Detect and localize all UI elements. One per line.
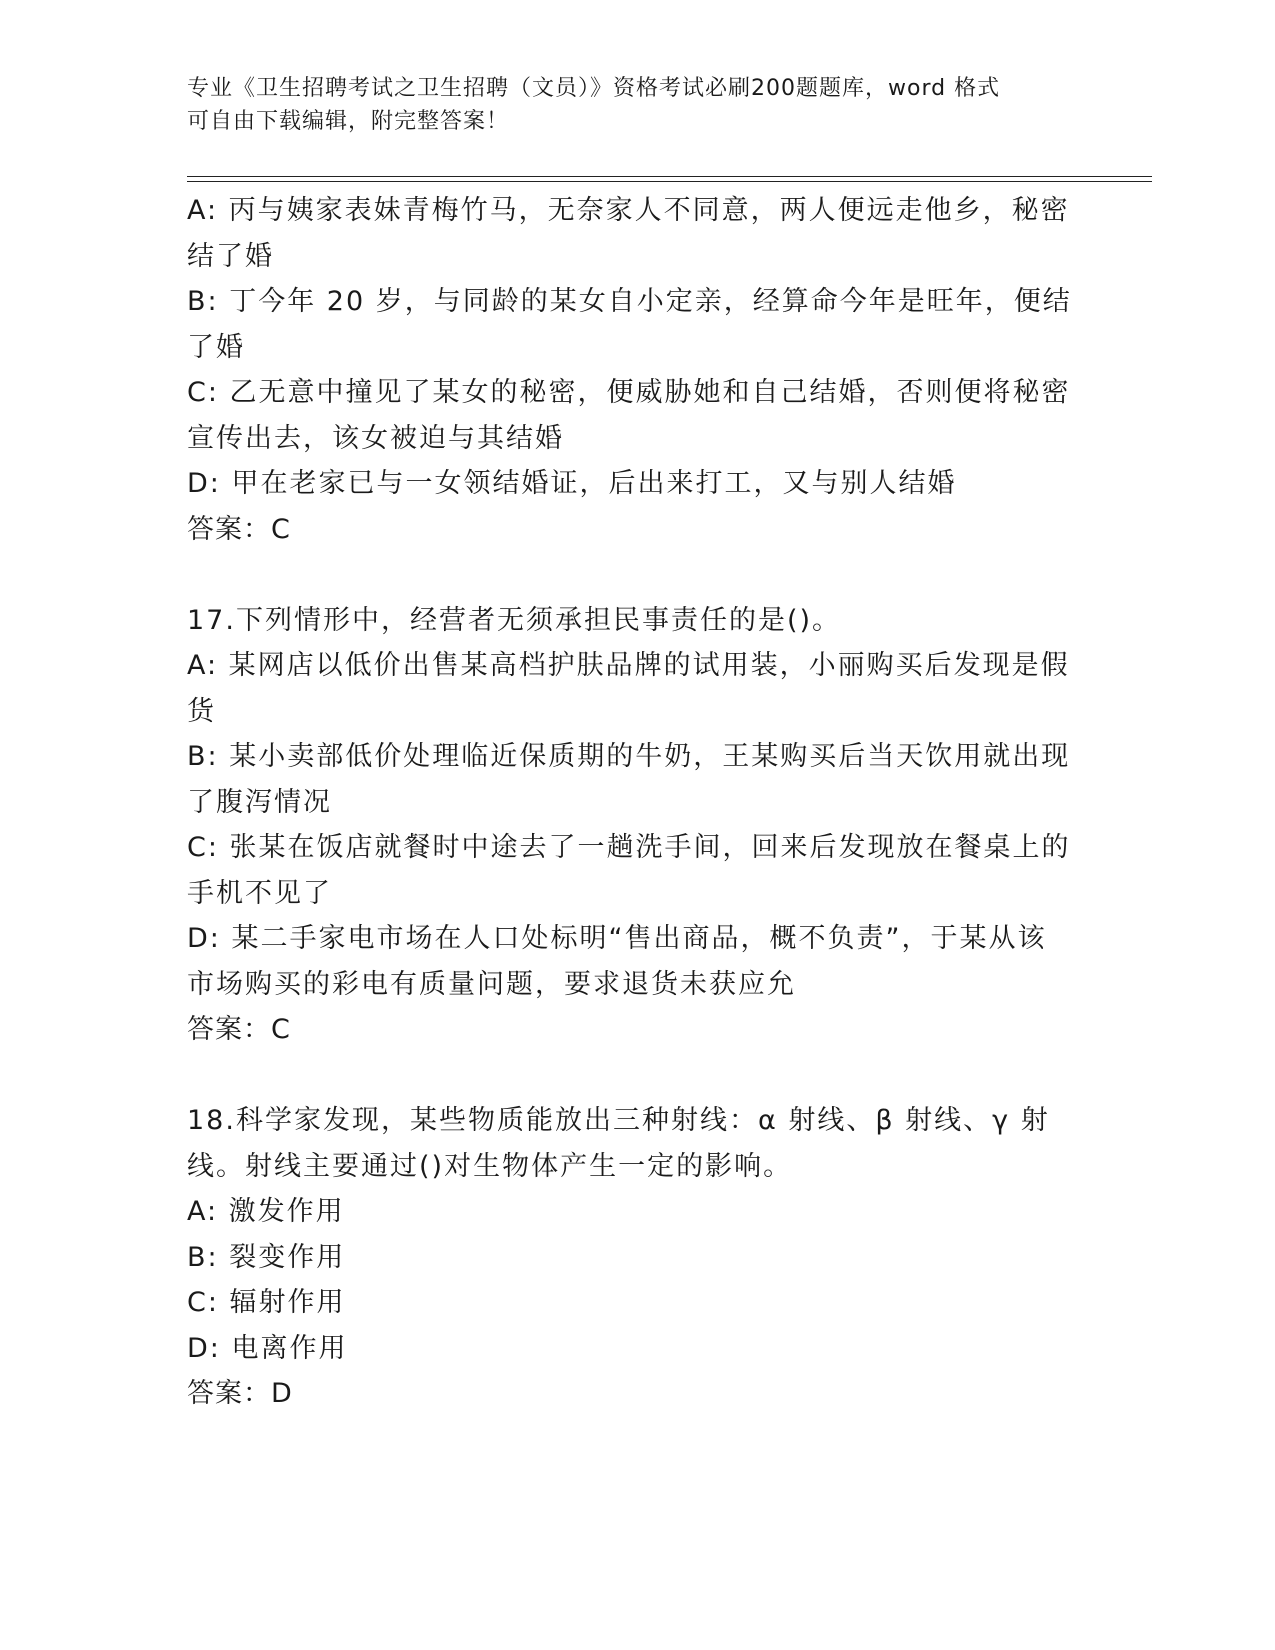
question-stem-line-1: 18.科学家发现，某些物质能放出三种射线：α 射线、β 射线、γ 射 (187, 1105, 1050, 1136)
document-header (187, 72, 1067, 138)
question-18 (187, 1098, 1077, 1417)
option-c: C: 辐射作用 (187, 1287, 346, 1318)
question-17 (187, 598, 1077, 1053)
option-a-line-2: 货 (187, 695, 216, 727)
option-d: D: 电离作用 (187, 1332, 348, 1364)
question-stem: 17.下列情形中，经营者无须承担民事责任的是()。 (187, 604, 842, 636)
question-stem-line-2: 线。射线主要通过()对生物体产生一定的影响。 (187, 1150, 793, 1182)
question-16 (187, 188, 1077, 552)
option-b-line-1: B: 某小卖部低价处理临近保质期的牛奶，王某购买后当天饮用就出现 (187, 741, 1071, 772)
option-c-line-2: 手机不见了 (187, 877, 332, 909)
option-d-line-1: D: 甲在老家已与一女领结婚证，后出来打工，又与别人结婚 (187, 468, 957, 499)
header-title-line-1: 专业《卫生招聘考试之卫生招聘（文员）》资格考试必刷200题题库，word 格式 (187, 76, 1001, 101)
spacer (187, 1053, 1077, 1099)
option-c-line-1: C: 张某在饭店就餐时中途去了一趟洗手间，回来后发现放在餐桌上的 (187, 832, 1071, 863)
option-d-line-1: D: 某二手家电市场在人口处标明“售出商品，概不负责”，于某从该 (187, 923, 1047, 954)
document-body (187, 188, 1077, 1417)
answer: 答案：C (187, 513, 291, 545)
option-c-line-1: C: 乙无意中撞见了某女的秘密，便威胁她和自己结婚，否则便将秘密 (187, 377, 1071, 408)
option-b-line-2: 了腹泻情况 (187, 786, 332, 818)
option-b-line-2: 了婚 (187, 331, 245, 363)
option-c-line-2: 宣传出去，该女被迫与其结婚 (187, 422, 564, 454)
spacer (187, 552, 1077, 598)
header-rule-top (187, 176, 1152, 177)
option-a: A: 激发作用 (187, 1196, 345, 1227)
option-b: B: 裂变作用 (187, 1241, 346, 1273)
option-a-line-1: A: 某网店以低价出售某高档护肤品牌的试用装，小丽购买后发现是假 (187, 650, 1070, 681)
answer: 答案：C (187, 1014, 291, 1045)
option-a-line-2: 结了婚 (187, 240, 274, 272)
option-a-line-1: A: 丙与姨家表妹青梅竹马，无奈家人不同意，两人便远走他乡，秘密 (187, 195, 1070, 226)
option-b-line-1: B: 丁今年 20 岁，与同龄的某女自小定亲，经算命今年是旺年，便结 (187, 286, 1072, 317)
answer: 答案：D (187, 1378, 293, 1409)
option-d-line-2: 市场购买的彩电有质量问题，要求退货未获应允 (187, 968, 796, 1000)
header-title-line-2: 可自由下载编辑，附完整答案！ (187, 109, 510, 134)
header-rule-bottom (187, 181, 1152, 182)
